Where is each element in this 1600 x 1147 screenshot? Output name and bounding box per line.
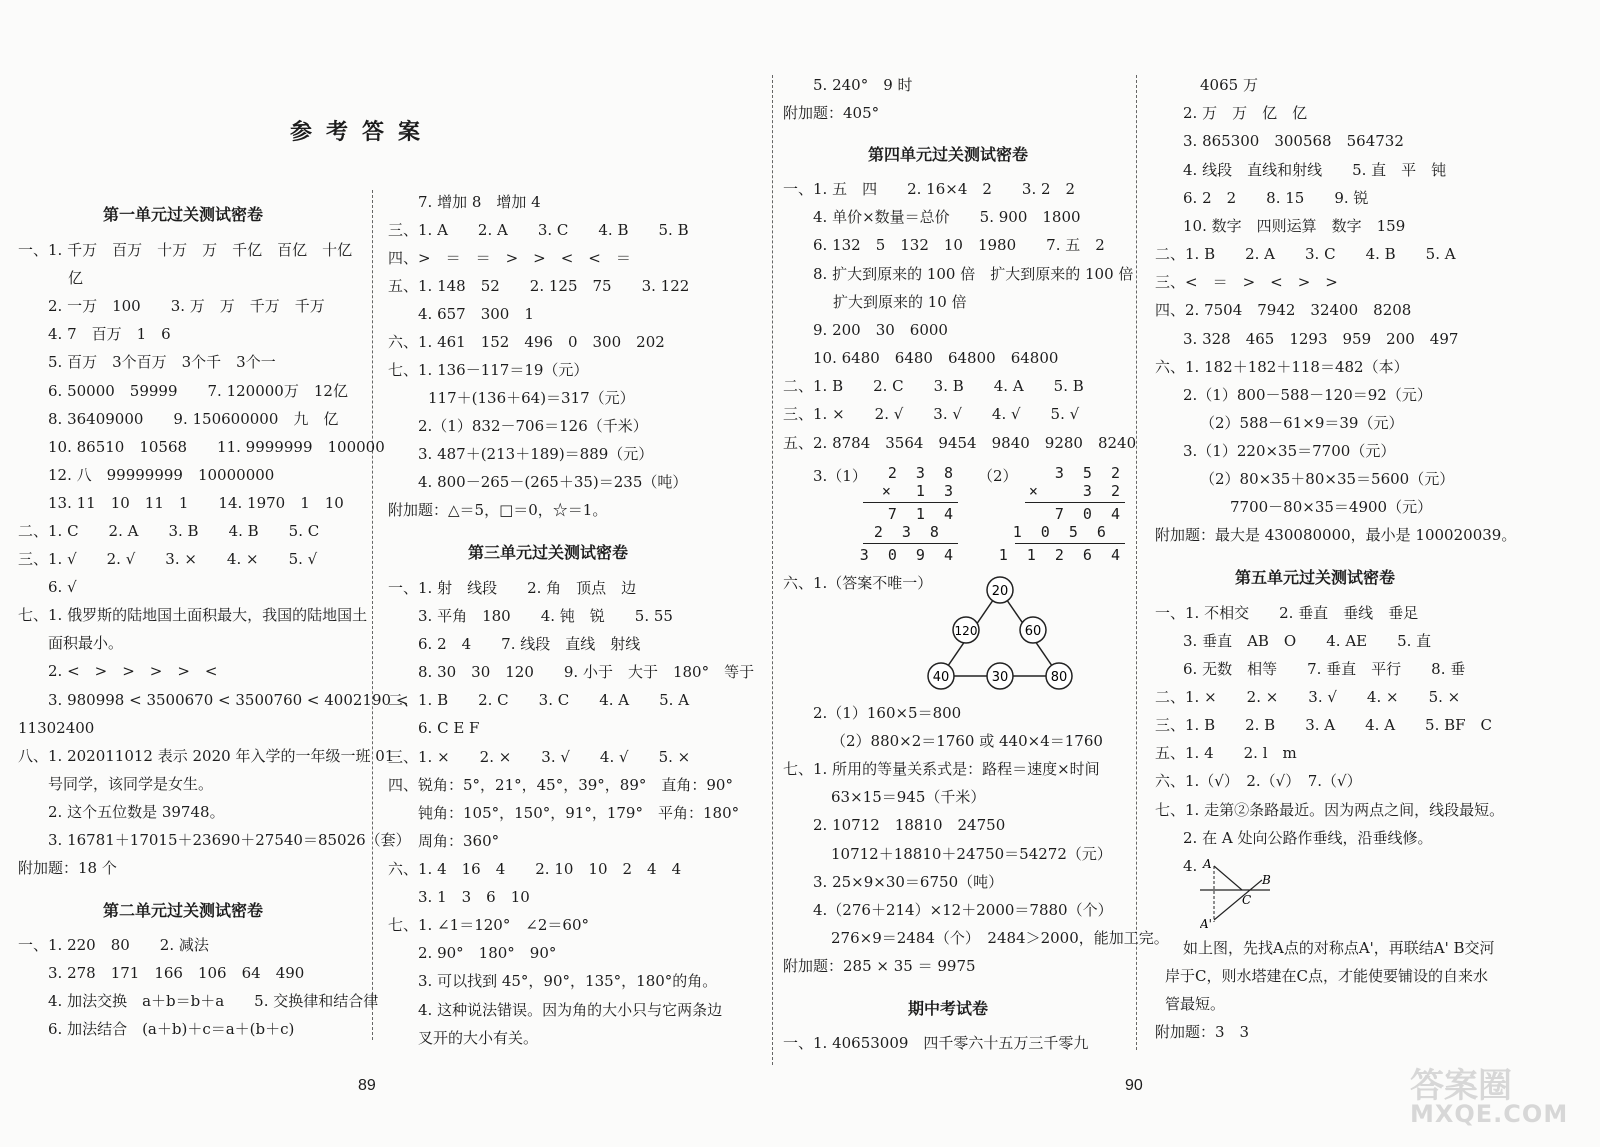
answer-line: （2）80×35＋80×35＝5600（元） xyxy=(1200,470,1455,488)
circle-node xyxy=(928,663,954,689)
answer-line: 二、1. B 2. A 3. C 4. B 5. A xyxy=(1155,245,1456,263)
answer-line: 附加题：3 3 xyxy=(1155,1023,1250,1041)
answer-line: 6. 2 4 7. 线段 直线 射线 xyxy=(418,635,641,653)
answer-line: 4. 线段 直线和射线 5. 直 平 钝 xyxy=(1183,161,1447,179)
answer-line: 13. 11 10 11 1 14. 1970 1 10 xyxy=(48,494,344,512)
circle-node xyxy=(1046,663,1072,689)
answer-line: 二、1. B 2. C 3. B 4. A 5. B xyxy=(783,377,1084,395)
answer-line: 一、1. 不相交 2. 垂直 垂线 垂足 xyxy=(1155,604,1419,622)
answer-line: 附加题：285 × 35 ＝ 9975 xyxy=(783,957,976,975)
answer-line: （2）588－61×9＝39（元） xyxy=(1200,414,1404,432)
answer-line: 4065 万 xyxy=(1200,76,1258,94)
answer-line: 2. 一万 100 3. 万 万 千万 千万 xyxy=(48,297,325,315)
answer-line: 2.（1）832－706＝126（千米） xyxy=(418,417,648,435)
mult-row: 2 3 8 xyxy=(887,464,958,482)
answer-line: 6. 加法结合 (a＋b)＋c＝a＋(b＋c) xyxy=(48,1020,295,1038)
answer-line: 扩大到原来的 10 倍 xyxy=(833,293,967,311)
section-heading: 第二单元过关测试密卷 xyxy=(103,901,264,920)
mult-row: 2 3 8 xyxy=(873,523,958,541)
answer-line: 如上图，先找A点的对称点A'，再联结A' B交河 xyxy=(1183,939,1495,957)
mult-row: × 3 2 xyxy=(1028,482,1125,500)
mult-rule xyxy=(863,543,958,544)
mult-row: 3 0 9 4 xyxy=(859,546,958,564)
page-number-right: 90 xyxy=(1125,1077,1143,1094)
answer-line: 二、1. B 2. C 3. C 4. A 5. A xyxy=(388,691,690,709)
point-label-C: C xyxy=(1242,893,1252,907)
answer-line: 6. C E F xyxy=(418,719,480,737)
answer-line: 3.（1）220×35＝7700（元） xyxy=(1183,442,1396,460)
mult-row: 7 0 4 xyxy=(1054,505,1125,523)
answer-line: 12. 八 99999999 10000000 xyxy=(48,466,275,484)
answer-line: 2. 在 A 处向公路作垂线，沿垂线修。 xyxy=(1183,829,1433,847)
answer-line: 七、1. ∠1＝120° ∠2＝60° xyxy=(388,916,590,934)
answer-line: 叉开的大小有关。 xyxy=(418,1029,539,1047)
answer-line: 3. 278 171 166 106 64 490 xyxy=(48,964,305,982)
answer-line: 三、1. √ 2. √ 3. × 4. × 5. √ xyxy=(18,550,318,568)
answer-line: 3. 平角 180 4. 钝 锐 5. 55 xyxy=(418,607,673,625)
answer-line: 4. 这种说法错误。因为角的大小只与它两条边 xyxy=(418,1001,723,1019)
answer-line: 10. 86510 10568 11. 9999999 100000 xyxy=(48,438,385,456)
answer-line: 3. 487＋(213＋189)＝889（元） xyxy=(418,445,654,463)
answer-line: 七、1. 走第②条路最近。因为两点之间，线段最短。 xyxy=(1155,801,1505,819)
answer-line: 2.（1）800－588－120＝92（元） xyxy=(1183,386,1432,404)
answer-line: 六、1.（√） 2.（√） 7.（√） xyxy=(1155,772,1362,790)
answer-line: 7. 增加 8 增加 4 xyxy=(418,193,541,211)
answer-line: 63×15＝945（千米） xyxy=(831,788,986,806)
answer-line: 3. 328 465 1293 959 200 497 xyxy=(1183,330,1459,348)
mult-row: × 1 3 xyxy=(881,482,958,500)
section-heading: 第一单元过关测试密卷 xyxy=(103,205,264,224)
answer-line: 4. 800－265－(265＋35)＝235（吨） xyxy=(418,473,688,491)
vertical-multiplication-1 xyxy=(859,464,958,564)
answer-line: 2. 这个五位数是 39748。 xyxy=(48,803,225,821)
answer-line: 3. 垂直 AB O 4. AE 5. 直 xyxy=(1183,632,1432,650)
point-label-B: B xyxy=(1262,873,1271,887)
answer-line: 3. 865300 300568 564732 xyxy=(1183,132,1404,150)
column-divider-right xyxy=(1136,75,1137,1050)
circle-value: 80 xyxy=(1050,670,1068,685)
answer-line: 8. 36409000 9. 150600000 九 亿 xyxy=(48,410,339,428)
answer-line: 三、1. B 2. B 3. A 4. A 5. BF C xyxy=(1155,716,1493,734)
answer-line: 四、锐角：5°，21°，45°，39°，89° 直角：90° xyxy=(388,776,733,794)
answer-line: 三、1. × 2. × 3. √ 4. √ 5. × xyxy=(388,748,691,766)
answer-line: 4. 单价×数量＝总价 5. 900 1800 xyxy=(813,208,1081,226)
answer-line: 附加题：18 个 xyxy=(18,859,117,877)
answer-line: 8. 30 30 120 9. 小于 大于 180° 等于 xyxy=(418,663,755,681)
answer-line: 一、1. 40653009 四千零六十五万三千零九 xyxy=(783,1034,1089,1052)
answer-line: 3. 可以找到 45°，90°，135°，180°的角。 xyxy=(418,972,718,990)
circle-value: 40 xyxy=(932,670,950,685)
answer-line: 8. 扩大到原来的 100 倍 扩大到原来的 100 倍 xyxy=(813,265,1134,283)
answer-line: 五、1. 4 2. l m xyxy=(1155,744,1297,762)
answer-line: 2.（1）160×5＝800 xyxy=(813,704,962,722)
answer-line: 亿 xyxy=(68,269,84,287)
section-heading: 第四单元过关测试密卷 xyxy=(868,145,1029,164)
section-heading: 第五单元过关测试密卷 xyxy=(1235,568,1396,587)
answer-line: 9. 200 30 6000 xyxy=(813,321,948,339)
answer-line: 117＋(136＋64)＝317（元） xyxy=(428,389,635,407)
vertical-multiplication-2 xyxy=(998,464,1125,564)
circle-value: 60 xyxy=(1024,624,1042,639)
page-number-left: 89 xyxy=(358,1077,376,1094)
answer-line: 3. 16781＋17015＋23690＋27540＝85026（套） xyxy=(48,831,411,849)
page-divider xyxy=(772,75,773,1065)
answer-line: 4. 657 300 1 xyxy=(418,305,534,323)
mult-rule xyxy=(1015,543,1125,544)
answer-line: 5. 240° 9 时 xyxy=(813,76,913,94)
answer-line: 一、1. 五 四 2. 16×4 2 3. 2 2 xyxy=(783,180,1076,198)
answer-line: 岸于C，则水塔建在C点，才能使要铺设的自来水 xyxy=(1165,967,1488,985)
answer-line: 10. 数字 四则运算 数字 159 xyxy=(1183,217,1406,235)
watermark-url: MXQE.COM xyxy=(1410,1100,1569,1128)
answer-line: 10712＋18810＋24750＝54272（元） xyxy=(831,845,1112,863)
answer-line: 11302400 xyxy=(18,719,95,737)
answer-line: 一、1. 220 80 2. 减法 xyxy=(18,936,209,954)
answer-line: 6. 132 5 132 10 1980 7. 五 2 xyxy=(813,236,1105,254)
answer-line: 三、1. × 2. √ 3. √ 4. √ 5. √ xyxy=(783,405,1080,423)
answer-line: 7700－80×35＝4900（元） xyxy=(1230,498,1433,516)
answer-line: 6. √ xyxy=(48,578,77,596)
answer-line: 2. 90° 180° 90° xyxy=(418,944,557,962)
answer-line: 七、1. 俄罗斯的陆地国土面积最大，我国的陆地国土 xyxy=(18,606,368,624)
circle-node xyxy=(953,617,979,643)
answer-line: 3. 980998 < 3500670 < 3500760 < 4002190 < xyxy=(48,691,409,709)
answer-line: 六、1. 182＋182＋118＝482（本） xyxy=(1155,358,1409,376)
reflection-figure xyxy=(1200,852,1290,932)
answer-line: 一、1. 射 线段 2. 角 顶点 边 xyxy=(388,579,637,597)
mult-rule xyxy=(863,502,958,503)
answer-line: 四、> ＝ ＝ > > < < ＝ xyxy=(388,249,631,267)
answer-line: 3. 25×9×30＝6750（吨） xyxy=(813,873,1004,891)
mult-rule xyxy=(1025,502,1125,503)
answer-line: 五、2. 8784 3564 9454 9840 9280 8240 xyxy=(783,434,1137,452)
answer-line: 三、< ＝ > < > > xyxy=(1155,273,1338,291)
answer-line: 号同学，该同学是女生。 xyxy=(48,775,214,793)
answer-line: 5. 百万 3个百万 3个千 3个一 xyxy=(48,353,276,371)
answer-line: 五、1. 148 52 2. 125 75 3. 122 xyxy=(388,277,690,295)
circle-node xyxy=(987,663,1013,689)
point-label-A-prime: A' xyxy=(1200,917,1212,931)
answer-line: 六、1. 4 16 4 2. 10 10 2 4 4 xyxy=(388,860,682,878)
number-triangle-diagram xyxy=(923,572,1083,692)
answer-line: 6. 50000 59999 7. 120000万 12亿 xyxy=(48,382,348,400)
answer-line: 周角：360° xyxy=(418,832,500,850)
mult-row: 7 1 4 xyxy=(887,505,958,523)
answer-line: 2. < > > > > < xyxy=(48,662,218,680)
answer-line: 三、1. A 2. A 3. C 4. B 5. B xyxy=(388,221,689,239)
answer-line: 八、1. 202011012 表示 2020 年入学的一年级一班 01 xyxy=(18,747,395,765)
mult-row: 1 0 5 6 xyxy=(1012,523,1125,541)
answer-line: （2）880×2＝1760 或 440×4＝1760 xyxy=(831,732,1103,750)
answer-line: 4. 加法交换 a＋b＝b＋a 5. 交换律和结合律 xyxy=(48,992,379,1010)
answer-line: 二、1. C 2. A 3. B 4. B 5. C xyxy=(18,522,320,540)
circle-value: 120 xyxy=(954,624,978,638)
answer-line: 10. 6480 6480 64800 64800 xyxy=(813,349,1059,367)
mult-row: 3 5 2 xyxy=(1054,464,1125,482)
answer-line: 六、1. 461 152 496 0 300 202 xyxy=(388,333,665,351)
answer-line: 2. 万 万 亿 亿 xyxy=(1183,104,1308,122)
answer-line: 四、2. 7504 7942 32400 8208 xyxy=(1155,301,1412,319)
circle-value: 20 xyxy=(991,584,1009,599)
answer-line: 4. xyxy=(1183,857,1198,875)
answer-line: 钝角：105°，150°，91°，179° 平角：180° xyxy=(418,804,740,822)
circle-value: 30 xyxy=(991,670,1009,685)
segment-AC xyxy=(1214,866,1242,890)
answer-line: 2. 10712 18810 24750 xyxy=(813,816,1006,834)
answer-line: 4.（276＋214）×12＋2000＝7880（个） xyxy=(813,901,1113,919)
column-divider-left xyxy=(372,190,373,1040)
answer-line: 3. 1 3 6 10 xyxy=(418,888,530,906)
answer-line: 3.（1） xyxy=(813,467,867,485)
answer-line: 二、1. × 2. × 3. √ 4. × 5. × xyxy=(1155,688,1461,706)
answer-line: 六、1.（答案不唯一） xyxy=(783,574,933,592)
point-label-A: A xyxy=(1203,857,1212,871)
page-title: 参考答案 xyxy=(290,120,435,145)
answer-line: 附加题：△＝5，□＝0，☆＝1。 xyxy=(388,501,608,519)
answer-line: 附加题：最大是 430080000，最小是 100020039。 xyxy=(1155,526,1517,544)
answer-line: 七、1. 136－117＝19（元） xyxy=(388,361,589,379)
answer-line: 一、1. 千万 百万 十万 万 千亿 百亿 十亿 xyxy=(18,241,353,259)
answer-line: 4. 7 百万 1 6 xyxy=(48,325,171,343)
mult-row: 1 1 2 6 4 xyxy=(998,546,1125,564)
answer-line: 七、1. 所用的等量关系式是：路程＝速度×时间 xyxy=(783,760,1100,778)
answer-line: 6. 无数 相等 7. 垂直 平行 8. 垂 xyxy=(1183,660,1466,678)
answer-line: （2） xyxy=(978,467,1018,485)
answer-line: 附加题：405° xyxy=(783,104,880,122)
circle-node xyxy=(1020,617,1046,643)
section-heading: 第三单元过关测试密卷 xyxy=(468,543,629,562)
section-heading: 期中考试卷 xyxy=(908,999,989,1018)
watermark-logo: 答案圈 xyxy=(1410,1066,1512,1106)
circle-node xyxy=(987,577,1013,603)
answer-line: 管最短。 xyxy=(1165,995,1226,1013)
answer-line: 276×9＝2484（个） 2484＞2000，能加工完。 xyxy=(831,929,1169,947)
answer-line: 面积最小。 xyxy=(48,634,124,652)
answer-line: 6. 2 2 8. 15 9. 锐 xyxy=(1183,189,1369,207)
